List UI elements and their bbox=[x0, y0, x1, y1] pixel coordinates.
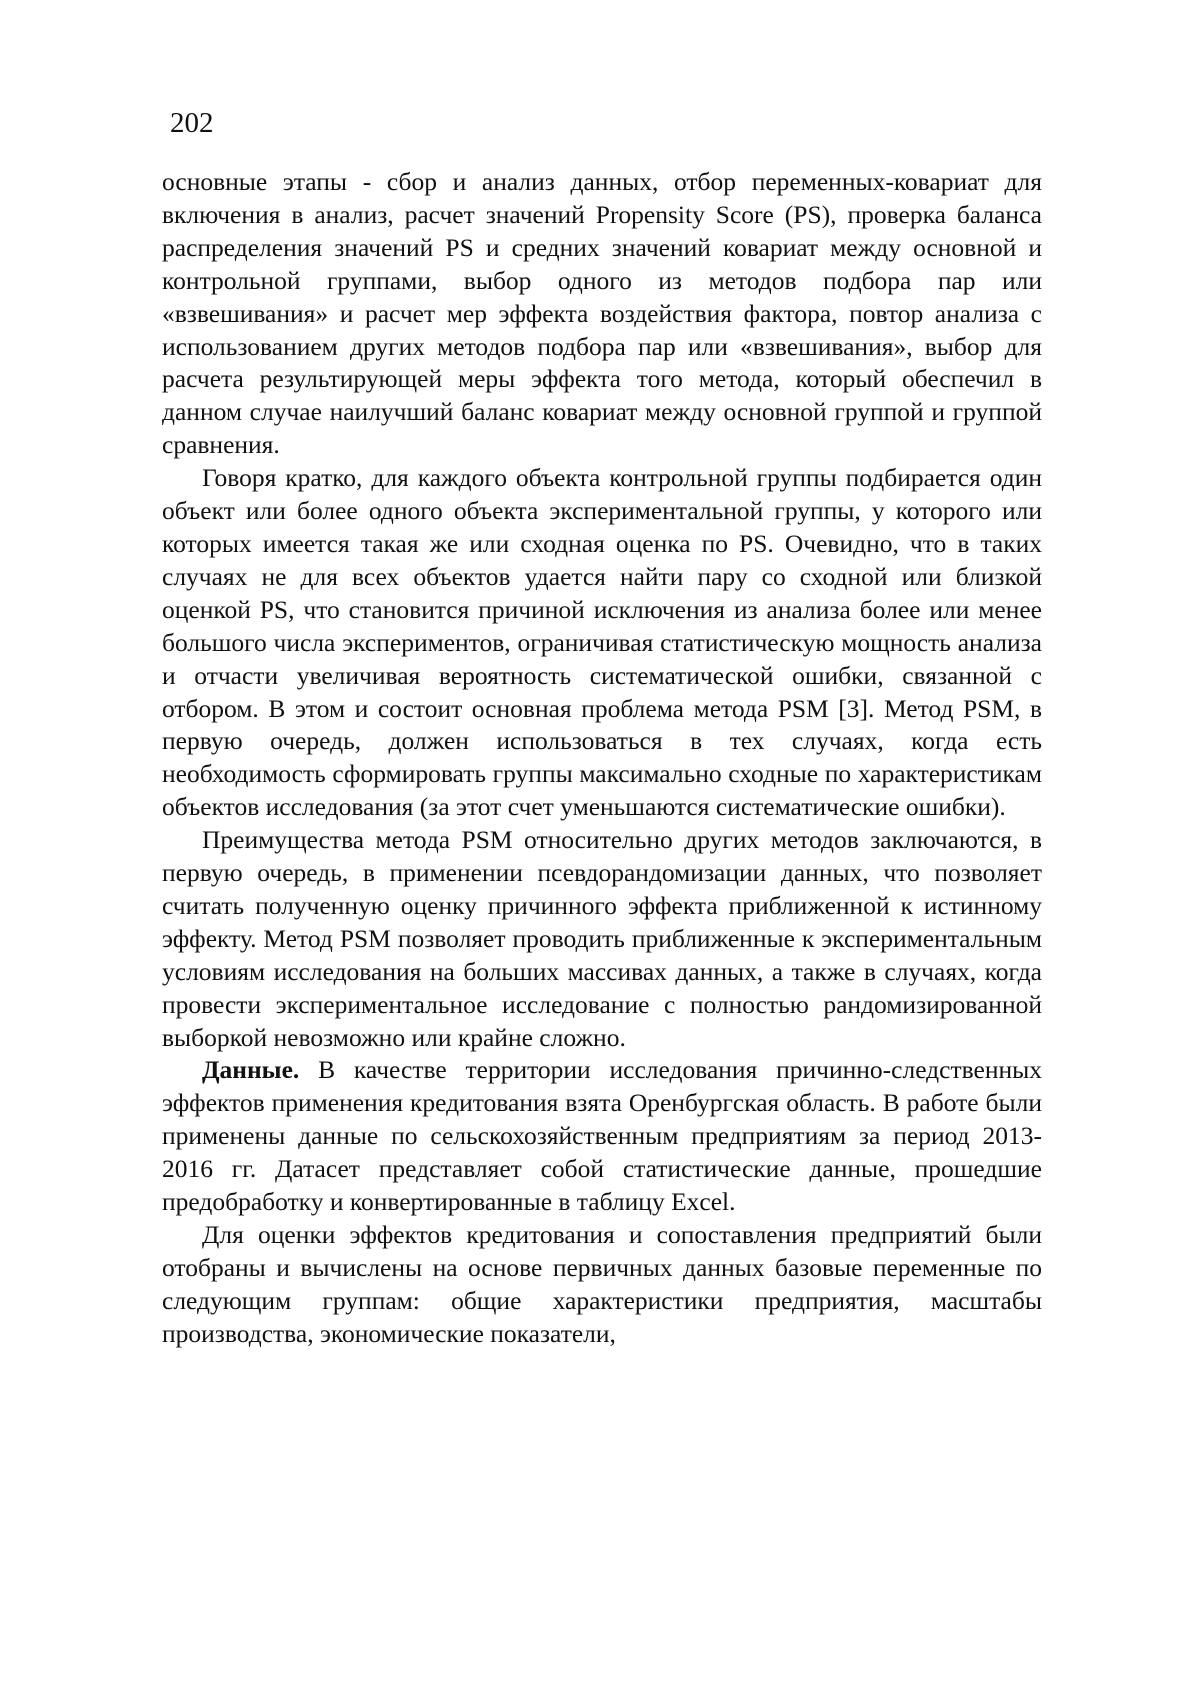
paragraph-data bbox=[162, 1054, 1042, 1219]
paragraph-text: основные этапы - сбор и анализ данных, отбор переменных-ковариат для включения в анализ, расчет значений Propensity Score (PS), проверка баланса распределения значений PS и средних значений ковариат между основной и контрольной группами, выбор одного из методов подбора пар или «взвешивания» и расчет мер эффекта воздействия фактора, повтор анализа с использованием других методов подбора пар или «взвешивания», выбор для расчета результирующей меры эффекта того метода, который обеспечил в данном случае наилучший баланс ковариат между основной группой и группой сравнения. bbox=[162, 167, 1042, 460]
paragraph-text: Говоря кратко, для каждого объекта контрольной группы подбирается один объект или более одного объекта экспериментальной группы, у которого или которых имеется такая же или сходная оценка по PS. Очевидно, что в таких случаях не для всех объектов удается найти пару со сходной или близкой оценкой PS, что становится причиной исключения из анализа более или менее большого числа экспериментов, ограничивая статистическую мощность анализа и отчасти увеличивая вероятность систематической ошибки, связанной с отбором. В этом и состоит основная проблема метода PSM [3]. Метод PSM, в первую очередь, должен использоваться в тех случаях, когда есть необходимость сформировать группы максимально сходные по характеристикам объектов исследования (за этот счет уменьшаются систематические ошибки). bbox=[162, 463, 1042, 822]
paragraph-text: Преимущества метода PSM относительно других методов заключаются, в первую очередь, в применении псевдорандомизации данных, что позволяет считать полученную оценку причинного эффекта приближенной к истинному эффекту. Метод PSM позволяет проводить приближенные к экспериментальным условиям исследования на больших массивах данных, а также в случаях, когда провести экспериментальное исследование с полностью рандомизированной выборкой невозможно или крайне сложно. bbox=[162, 825, 1042, 1052]
paragraph-variables bbox=[162, 1219, 1042, 1351]
paragraph-text: В качестве территории исследования причинно-следственных эффектов применения кредитования взята Оренбургская область. В работе были применены данные по сельскохозяйственным предприятиям за период 2013-2016 гг. Датасет представляет собой статистические данные, прошедшие предобработку и конвертированные в таблицу Excel. bbox=[162, 1055, 1042, 1217]
paragraph-psm-advantages bbox=[162, 824, 1042, 1054]
section-lead-data: Данные. bbox=[202, 1055, 300, 1085]
paragraph-text: Для оценки эффектов кредитования и сопоставления предприятий были отобраны и вычислены на основе первичных данных базовые переменные по следующим группам: общие характеристики предприятия, масштабы производства, экономические показатели, bbox=[162, 1220, 1042, 1348]
paragraph-psm-summary bbox=[162, 462, 1042, 824]
body-text bbox=[162, 166, 1042, 1351]
page-number: 202 bbox=[170, 107, 214, 139]
paragraph-stages bbox=[162, 166, 1042, 462]
